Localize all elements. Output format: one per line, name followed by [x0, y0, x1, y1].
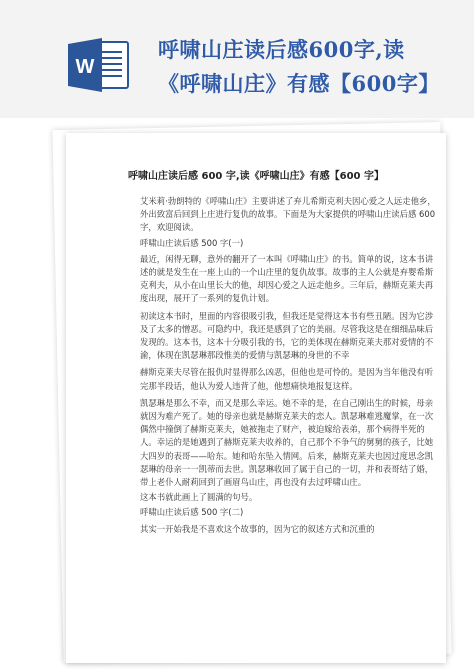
paragraph: 其实一开始我是不喜欢这个故事的，因为它的叙述方式和沉重的 [140, 523, 375, 534]
section-heading-1: 呼啸山庄读后感 500 字(一) [140, 237, 244, 248]
svg-text:W: W [75, 56, 95, 78]
paragraph: 凯瑟琳是那么不幸，而又是那么幸运。她不幸的是，在自己刚出生的时候，母亲就因为难产死了。她的母亲也就是赫斯克莱夫的恋人。凯瑟琳难逃魔掌，在一次偶然中撞倒了赫斯克莱夫，她被拖走了财产，被迫嫁给表弟，那个病得半死的人。幸运的是她遇到了赫斯克莱夫收养的，自己那个不争气的舅舅的孩子，比她大四岁的表哥——哈东。她和哈东坠入情网。后来，赫斯克莱夫也因过度思念凯瑟琳的母亲一一凯蒂而去世。凯瑟琳收回了属于自己的一切，并和表哥结了婚，带上老仆人耐莉回到了画眉鸟山庄，再也没有去过呼啸山庄。 [140, 397, 434, 488]
document-page [66, 133, 446, 663]
header-banner [0, 0, 474, 118]
document-title: 呼啸山庄读后感 600 字,读《呼啸山庄》有感【600 字】 [128, 171, 384, 182]
paragraph: 初读这本书时，里面的内容很吸引我，但我还是觉得这本书有些丑陋。因为它涉及了太多的憎恶。可隐约中，我还是感到了它的美丽。尽管我这是在细细品味后发现的。这本书，这本十分吸引我的书，它的美体现在赫斯克莱夫那对爱情的不渝，体现在凯瑟琳那段惟美的爱情与凯瑟琳的身世的不幸 [140, 310, 434, 361]
paragraph-intro: 艾米莉·勃朗特的《呼啸山庄》主要讲述了弃儿希斯克利夫因心爱之人远走他乡，外出致富后回到上庄进行复仇的故事。下面是为大家提供的呼啸山庄读后感 600 字，欢迎阅读。 [140, 196, 436, 233]
paragraph: 这本书就此画上了圆满的句号。 [140, 492, 258, 503]
page-title-line1: 呼啸山庄读后感600字,读 [158, 37, 405, 62]
page-title-line2: 《呼啸山庄》有感【600字】 [158, 71, 440, 96]
word-icon [68, 36, 130, 94]
paragraph: 赫斯克莱夫尽管在报仇时显得那么凶恶，但他也是可怜的。是因为当年他没有听完那半段话，他认为爱人违背了他，他想痛快地报复这样。 [140, 367, 434, 391]
paragraph: 最近，闲得无聊，意外的翻开了一本叫《呼啸山庄》的书。简单的说，这本书讲述的就是发生在一座上山的一个山庄里的复仇故事。故事的主人公就是弃婴希斯克利夫，从小在山里长大的他，却因心爱之人远走他乡。三年后，赫斯克莱夫再度出现，展开了一系列的复仇计划。 [140, 253, 434, 304]
document-body [140, 195, 440, 538]
section-heading-2: 呼啸山庄读后感 500 字(二) [140, 507, 244, 518]
